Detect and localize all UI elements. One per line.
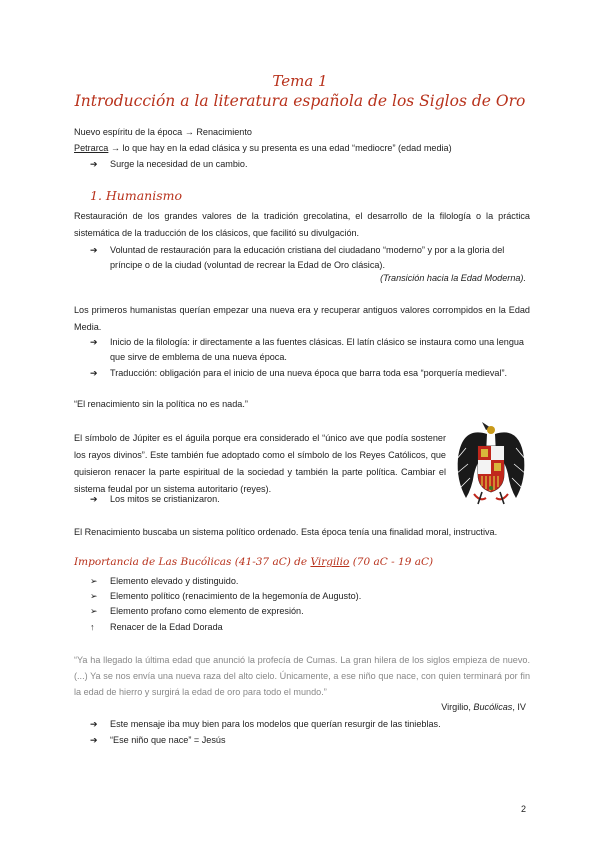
triangle-bullet-icon: ➢ [90, 591, 98, 601]
eagle-coat-of-arms-image [452, 418, 530, 508]
arrow-bullet-icon: ➔ [90, 337, 98, 347]
up-arrow-icon: ↑ [90, 622, 95, 632]
list-item: ➢ Elemento profano como elemento de expresión. [90, 606, 304, 616]
arrow-bullet-icon: ➔ [90, 719, 98, 729]
document-title-number: Tema 1 [272, 72, 328, 90]
list-item: ➔ Voluntad de restauración para la educación cristiana del ciudadano “moderno” y por a la gloria del [90, 245, 505, 255]
paragraph: El símbolo de Júpiter es el águila porque era considerado el “único ave que podía sostener los rayos divinos”. Este también fue adoptado como el símbolo de los Reyes Católicos, que quisieron renacer la parte espiritual de la sociedad y también la parte política. Cambiar el sistema feudal por un sistema autoritario (reyes). [74, 433, 446, 494]
list-item: ➢ Elemento político (renacimiento de la hegemonía de Augusto). [90, 591, 362, 601]
subsection-heading: Importancia de Las Bucólicas (41-37 aC) de Virgilio (70 aC - 19 aC) [74, 556, 434, 568]
paragraph: Los primeros humanistas querían empezar una nueva era y recuperar antiguos valores corrompidos en la Edad Media. [74, 305, 530, 332]
list-item-continuation: príncipe o de la ciudad (voluntad de recrear la Edad de Oro clásica). [110, 260, 385, 270]
list-item: ➔ Surge la necesidad de un cambio. [90, 159, 248, 169]
arrow-bullet-icon: ➔ [90, 735, 98, 745]
document-title: Introducción a la literatura española de los Siglos de Oro [74, 92, 526, 110]
list-item: ↑ Renacer de la Edad Dorada [90, 622, 223, 632]
section-heading: 1. Humanismo [90, 188, 182, 203]
paragraph: Restauración de los grandes valores de la tradición grecolatina, el desarrollo de la filología o la práctica sistemática de la traducción de los clásicos, que facilitó su divulgación. [74, 211, 530, 238]
quote: “El renacimiento sin la política no es nada.” [74, 399, 248, 409]
page-number: 2 [520, 804, 526, 814]
note: (Transición hacia la Edad Moderna). [380, 273, 526, 283]
quote-source: Virgilio, Bucólicas, IV [441, 702, 526, 712]
list-item: ➔ Inicio de la filología: ir directamente a las fuentes clásicas. El latín clásico se instaura como una lengua [90, 337, 524, 347]
intro-line: Nuevo espíritu de la época → Renacimiento [74, 127, 252, 137]
list-item-continuation: que sirve de emblema de una nueva época. [110, 352, 287, 362]
list-item: ➔ Traducción: obligación para el inicio de una nueva época que barra toda esa “porquería medieval”. [90, 368, 508, 378]
block-quote: “Ya ha llegado la última edad que anunció la profecía de Cumas. La gran hilera de los siglos empieza de nuevo. (...) Ya se nos envía una nueva raza del alto cielo. Únicamente, a ese niño que nace, con quien terminará por fin la edad de hierro y surgirá la edad de oro para todo el mundo.” [74, 655, 530, 697]
petrarca-line: Petrarca → lo que hay en la edad clásica y su presenta es una edad “mediocre” (edad media) [74, 143, 452, 153]
paragraph: El Renacimiento buscaba un sistema político ordenado. Esta época tenía una finalidad moral, instructiva. [74, 527, 498, 537]
arrow-bullet-icon: ➔ [90, 368, 98, 378]
triangle-bullet-icon: ➢ [90, 606, 98, 616]
arrow-bullet-icon: ➔ [90, 159, 98, 169]
list-item: ➢ Elemento elevado y distinguido. [90, 576, 239, 586]
triangle-bullet-icon: ➢ [90, 576, 98, 586]
list-item: ➔ Los mitos se cristianizaron. [90, 494, 220, 504]
list-item: ➔ Este mensaje iba muy bien para los modelos que querían resurgir de las tinieblas. [90, 719, 441, 729]
petrarca-link: Petrarca [74, 143, 109, 153]
arrow-bullet-icon: ➔ [90, 494, 98, 504]
list-item: ➔ “Ese niño que nace” = Jesús [90, 735, 226, 745]
arrow-bullet-icon: ➔ [90, 245, 98, 255]
